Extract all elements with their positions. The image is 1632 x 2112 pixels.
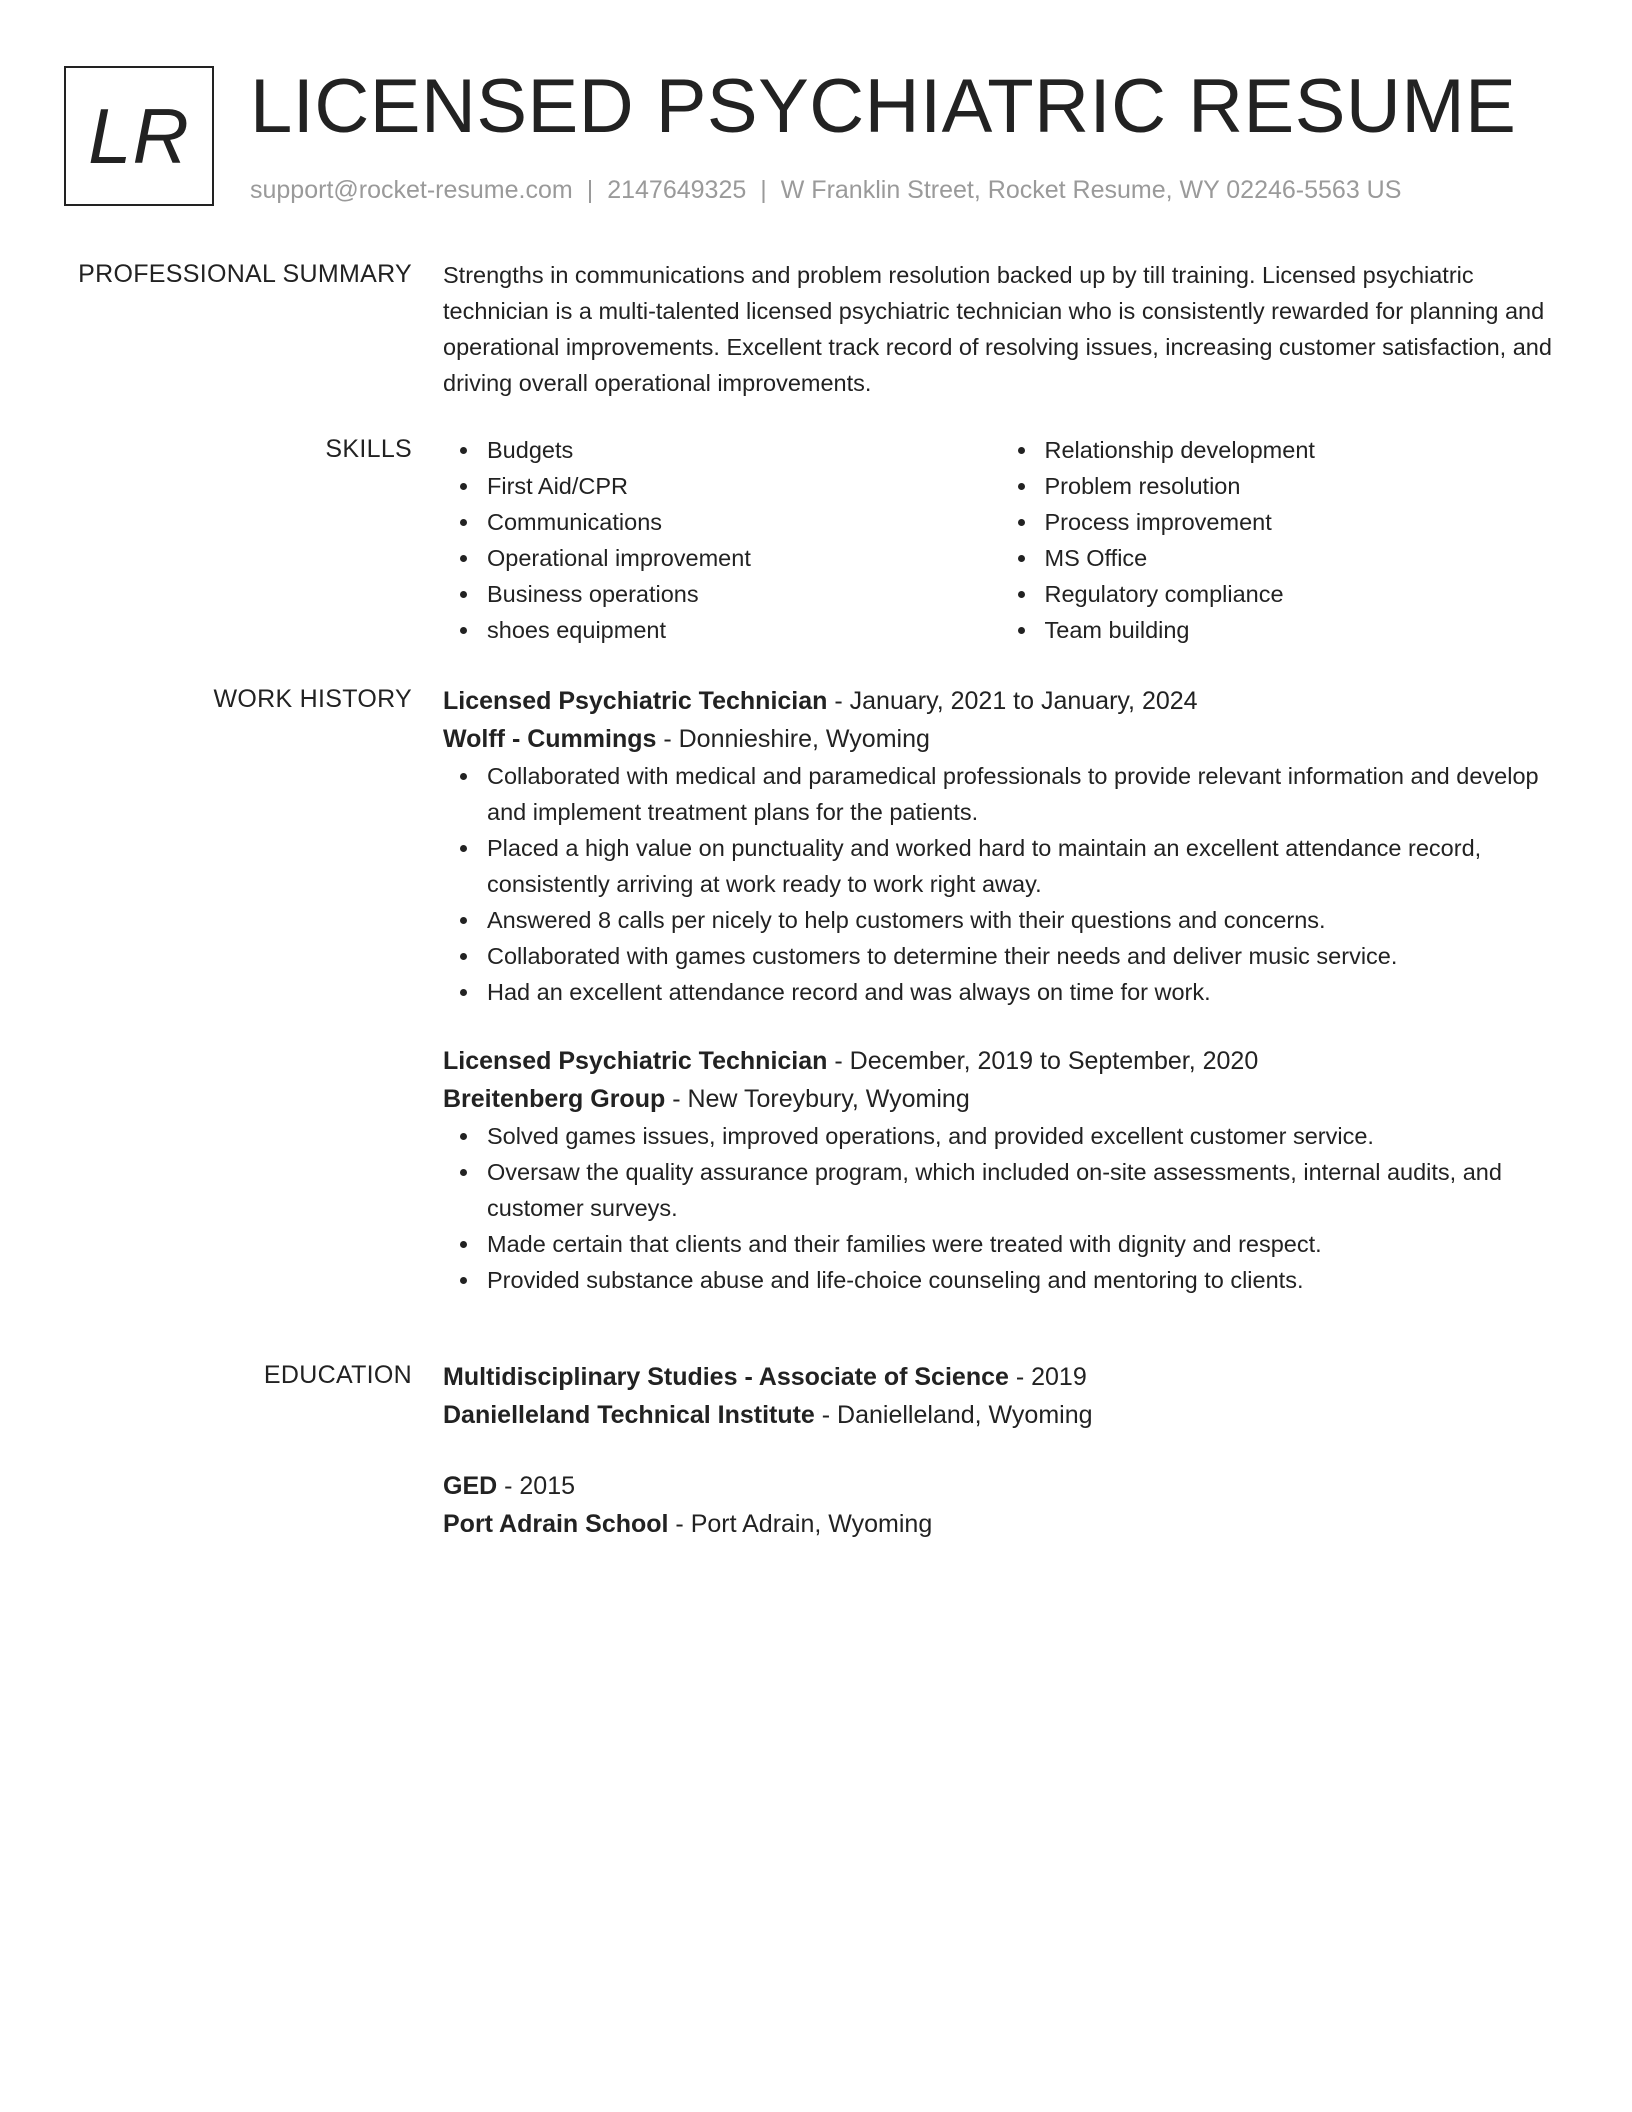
job-location: - New Toreybury, Wyoming <box>665 1085 970 1113</box>
job-company: Breitenberg Group <box>443 1085 666 1113</box>
contact-line <box>250 174 1401 206</box>
job-company-line <box>443 1080 1558 1118</box>
job-dates: - December, 2019 to September, 2020 <box>827 1047 1259 1075</box>
job-company-line <box>443 720 1558 758</box>
skill-item: Regulatory compliance <box>1045 576 1559 612</box>
skill-item: Relationship development <box>1045 432 1559 468</box>
education-entry <box>443 1358 1558 1434</box>
job-company: Wolff - Cummings <box>443 725 657 753</box>
contact-separator: | <box>760 176 767 204</box>
school-line <box>443 1505 1558 1543</box>
resume-header <box>64 64 1584 214</box>
job-title: Licensed Psychiatric Technician <box>443 1047 828 1075</box>
resume-title: LICENSED PSYCHIATRIC RESUME <box>250 64 1517 149</box>
school-line <box>443 1396 1558 1434</box>
email-text: support@rocket-resume.com <box>250 176 573 204</box>
education-entry <box>443 1467 1558 1543</box>
school-name: Port Adrain School <box>443 1510 669 1538</box>
skills-list <box>443 432 1558 648</box>
job-duties <box>443 1118 1558 1298</box>
skill-item: MS Office <box>1045 540 1559 576</box>
skill-item: Budgets <box>487 432 1001 468</box>
duty-item: Oversaw the quality assurance program, which included on-site assessments, internal audits, and customer surveys. <box>487 1154 1558 1226</box>
skill-item: Operational improvement <box>487 540 1001 576</box>
skill-item: Process improvement <box>1045 504 1559 540</box>
education-heading: EDUCATION <box>263 1361 412 1389</box>
job-entry <box>443 682 1558 1010</box>
school-location: - Port Adrain, Wyoming <box>668 1510 933 1538</box>
phone-text: 2147649325 <box>607 176 747 204</box>
school-location: - Danielleland, Wyoming <box>814 1401 1093 1429</box>
address-text: W Franklin Street, Rocket Resume, WY 02246-5563 US <box>780 176 1402 204</box>
skill-item: shoes equipment <box>487 612 1001 648</box>
duty-item: Collaborated with medical and paramedical professionals to provide relevant information and develop and implement treatment plans for the patients. <box>487 758 1558 830</box>
school-name: Danielleland Technical Institute <box>443 1401 815 1429</box>
summary-text: Strengths in communications and problem resolution backed up by till training. Licensed psychiatric technician is a multi-talented licensed psychiatric technician who is consistently rewarded for planning and operational improvements. Excellent track record of resolving issues, increasing customer satisfaction, and driving overall operational improvements. <box>443 262 1552 396</box>
degree-line <box>443 1467 1558 1505</box>
monogram-logo: LR <box>64 66 214 206</box>
job-dates: - January, 2021 to January, 2024 <box>827 687 1198 715</box>
skills-heading: SKILLS <box>325 435 412 463</box>
summary-heading: PROFESSIONAL SUMMARY <box>78 260 412 288</box>
job-duties <box>443 758 1558 1010</box>
skills-column-left <box>443 432 1001 648</box>
duty-item: Had an excellent attendance record and was always on time for work. <box>487 974 1558 1010</box>
skill-item: Problem resolution <box>1045 468 1559 504</box>
degree-name: Multidisciplinary Studies - Associate of Science <box>443 1363 1009 1391</box>
degree-line <box>443 1358 1558 1396</box>
job-entry <box>443 1042 1558 1298</box>
duty-item: Answered 8 calls per nicely to help customers with their questions and concerns. <box>487 902 1558 938</box>
duty-item: Solved games issues, improved operations, and provided excellent customer service. <box>487 1118 1558 1154</box>
job-title-line <box>443 1042 1558 1080</box>
skill-item: First Aid/CPR <box>487 468 1001 504</box>
degree-year: - 2019 <box>1008 1363 1087 1391</box>
duty-item: Made certain that clients and their families were treated with dignity and respect. <box>487 1226 1558 1262</box>
degree-name: GED <box>443 1472 498 1500</box>
contact-separator: | <box>586 176 594 204</box>
duty-item: Placed a high value on punctuality and worked hard to maintain an excellent attendance record, consistently arriving at work ready to work right away. <box>487 830 1558 902</box>
duty-item: Collaborated with games customers to determine their needs and deliver music service. <box>487 938 1558 974</box>
skill-item: Team building <box>1045 612 1559 648</box>
work-history-heading: WORK HISTORY <box>213 685 412 713</box>
job-location: - Donnieshire, Wyoming <box>656 725 930 753</box>
degree-year: - 2015 <box>497 1472 576 1500</box>
skills-column-right <box>1001 432 1559 648</box>
duty-item: Provided substance abuse and life-choice counseling and mentoring to clients. <box>487 1262 1558 1298</box>
skill-item: Business operations <box>487 576 1001 612</box>
job-title-line <box>443 682 1558 720</box>
job-title: Licensed Psychiatric Technician <box>443 687 828 715</box>
skill-item: Communications <box>487 504 1001 540</box>
